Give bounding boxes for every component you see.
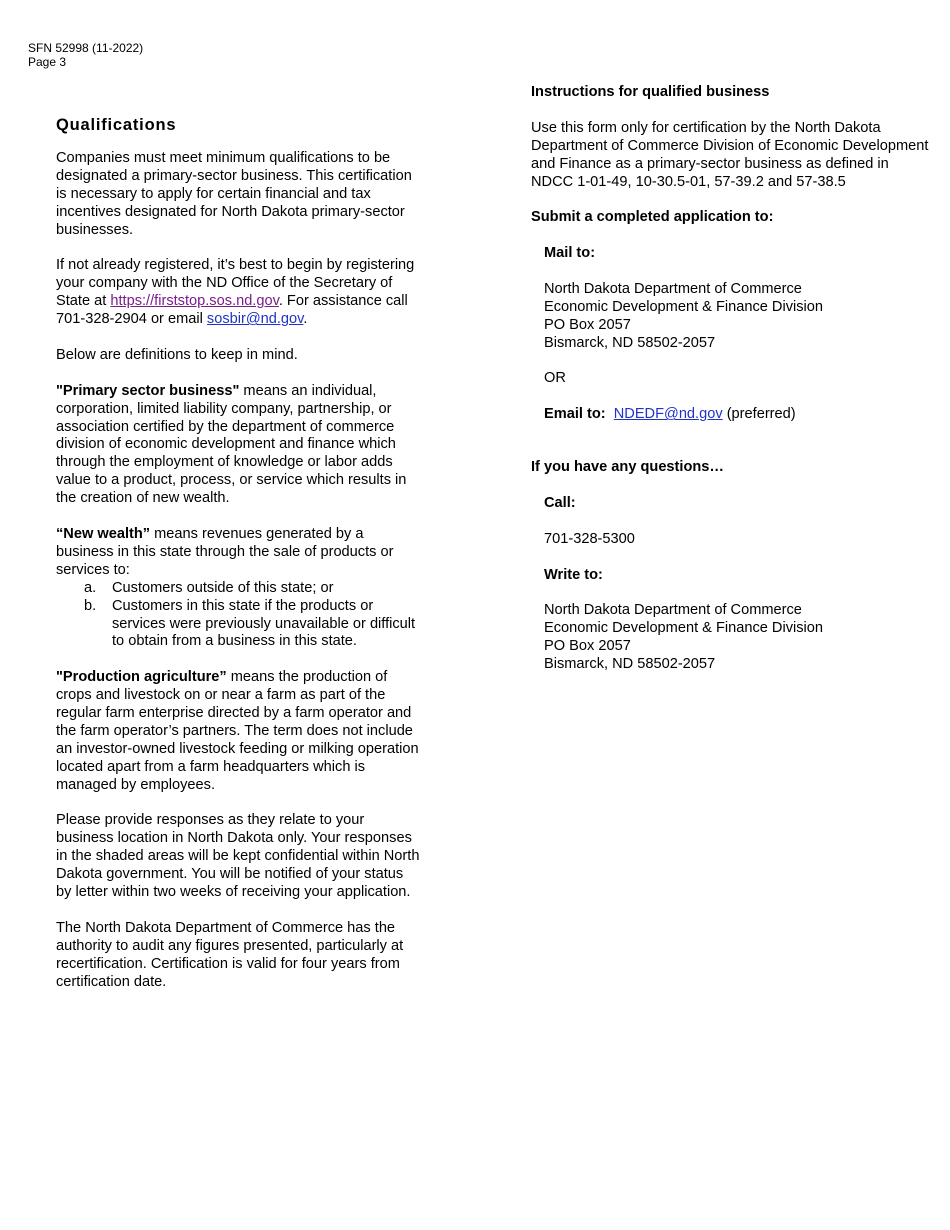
production-agriculture-definition xyxy=(56,669,422,794)
page-number: Page 3 xyxy=(28,55,67,69)
phone-number: 701-328-5300 xyxy=(544,530,635,547)
list-marker: b. xyxy=(84,597,97,614)
list-item-text: Customers in this state if the products or services were previously unavailable or difficult to obtain from a business in this state. xyxy=(112,597,416,650)
form-header xyxy=(28,41,143,69)
address-line: North Dakota Department of Commerce xyxy=(544,602,802,619)
instructions-heading-wrap xyxy=(531,84,931,102)
list-item xyxy=(56,598,422,652)
definitions-intro: Below are definitions to keep in mind. xyxy=(56,346,298,363)
write-label-wrap xyxy=(544,567,931,585)
questions-block xyxy=(531,495,931,674)
new-wealth-list xyxy=(56,580,422,652)
intro-paragraph: Companies must meet minimum qualifications to be designated a primary-sector business. This certification is necessary to apply for certain financial and tax incentives designated for North Dakota primary-sector businesses. xyxy=(56,150,412,238)
production-agriculture-term: "Production agriculture” xyxy=(56,669,227,686)
list-item-text: Customers outside of this state; or xyxy=(112,579,334,596)
primary-sector-text: means an individual, corporation, limited liability company, partnership, or association certified by the department of commerce division of economic development and finance which through the employment of knowledge or labor adds value to a product, process, or service which results in the creation of new wealth. xyxy=(56,382,407,507)
call-label: Call: xyxy=(544,494,576,511)
list-marker: a. xyxy=(84,579,97,596)
questions-heading: If you have any questions… xyxy=(531,459,725,476)
mail-address xyxy=(544,281,931,353)
new-wealth-definition xyxy=(56,526,422,651)
ndedf-email-link[interactable]: NDEDF@nd.gov xyxy=(613,406,723,423)
primary-sector-term: "Primary sector business" xyxy=(56,382,240,399)
responses-paragraph: Please provide responses as they relate to your business location in North Dakota only. Your responses in the shaded areas will be kept confidential within North Dakota government. You will be notified of your status by letter within two weeks of receiving your application. xyxy=(56,812,420,901)
register-text-mid: . For assistance call 701-328-2904 or email xyxy=(56,293,408,328)
audit-paragraph: The North Dakota Department of Commerce has the authority to audit any figures presented, particularly at recertification. Certification is valid for four years from certification date. xyxy=(56,919,404,990)
submit-block xyxy=(531,245,931,424)
instructions-heading: Instructions for qualified business xyxy=(531,84,770,100)
address-line: Economic Development & Finance Division xyxy=(544,620,824,637)
submit-heading-wrap xyxy=(531,209,931,227)
address-line: Bismarck, ND 58502-2057 xyxy=(544,334,716,351)
mail-to-label: Mail to: xyxy=(544,245,596,262)
address-line: North Dakota Department of Commerce xyxy=(544,280,802,297)
new-wealth-text: means revenues generated by a business in this state through the sale of products or services to: xyxy=(56,525,394,578)
submit-heading: Submit a completed application to: xyxy=(531,209,774,226)
sosbir-email-link[interactable]: sosbir@nd.gov xyxy=(206,311,304,328)
or-text: OR xyxy=(544,370,566,387)
left-column xyxy=(56,114,422,991)
mail-label-wrap xyxy=(544,245,931,263)
new-wealth-paragraph xyxy=(56,526,422,580)
right-column xyxy=(531,84,931,674)
address-line: PO Box 2057 xyxy=(544,638,631,655)
email-line xyxy=(544,406,931,424)
address-line: Bismarck, ND 58502-2057 xyxy=(544,656,716,673)
register-paragraph xyxy=(56,257,422,329)
qualifications-heading: Qualifications xyxy=(56,116,177,134)
register-text-pre: If not already registered, it’s best to begin by registering your company with the ND Office of the Secretary of State at xyxy=(56,257,415,310)
new-wealth-term: “New wealth” xyxy=(56,525,151,542)
instructions-text: Use this form only for certification by the North Dakota Department of Commerce Division of Economic Development and Finance as a primary-sector business as defined in NDCC 1-01-49, 10-30.5-01, 57-39.2 and 57-38.5 xyxy=(531,119,929,190)
email-note: (preferred) xyxy=(722,406,796,423)
call-label-wrap xyxy=(544,495,931,513)
production-agriculture-text: means the production of crops and livestock on or near a farm as part of the regular farm enterprise directed by a farm operator and the farm operator’s partners. The term does not include an investor-owned livestock feeding or milking operation located apart from a farm headquarters which is managed by employees. xyxy=(56,669,419,793)
address-line: PO Box 2057 xyxy=(544,316,631,333)
form-number: SFN 52998 (11-2022) xyxy=(28,41,144,55)
primary-sector-definition xyxy=(56,383,422,508)
write-to-label: Write to: xyxy=(544,566,603,583)
address-line: Economic Development & Finance Division xyxy=(544,298,824,315)
email-to-label: Email to: xyxy=(544,406,606,423)
firststop-link[interactable]: https://firststop.sos.nd.gov xyxy=(110,293,279,310)
write-address xyxy=(544,602,931,674)
questions-heading-wrap xyxy=(531,459,931,477)
list-item xyxy=(56,580,422,598)
register-text-end: . xyxy=(303,311,308,328)
